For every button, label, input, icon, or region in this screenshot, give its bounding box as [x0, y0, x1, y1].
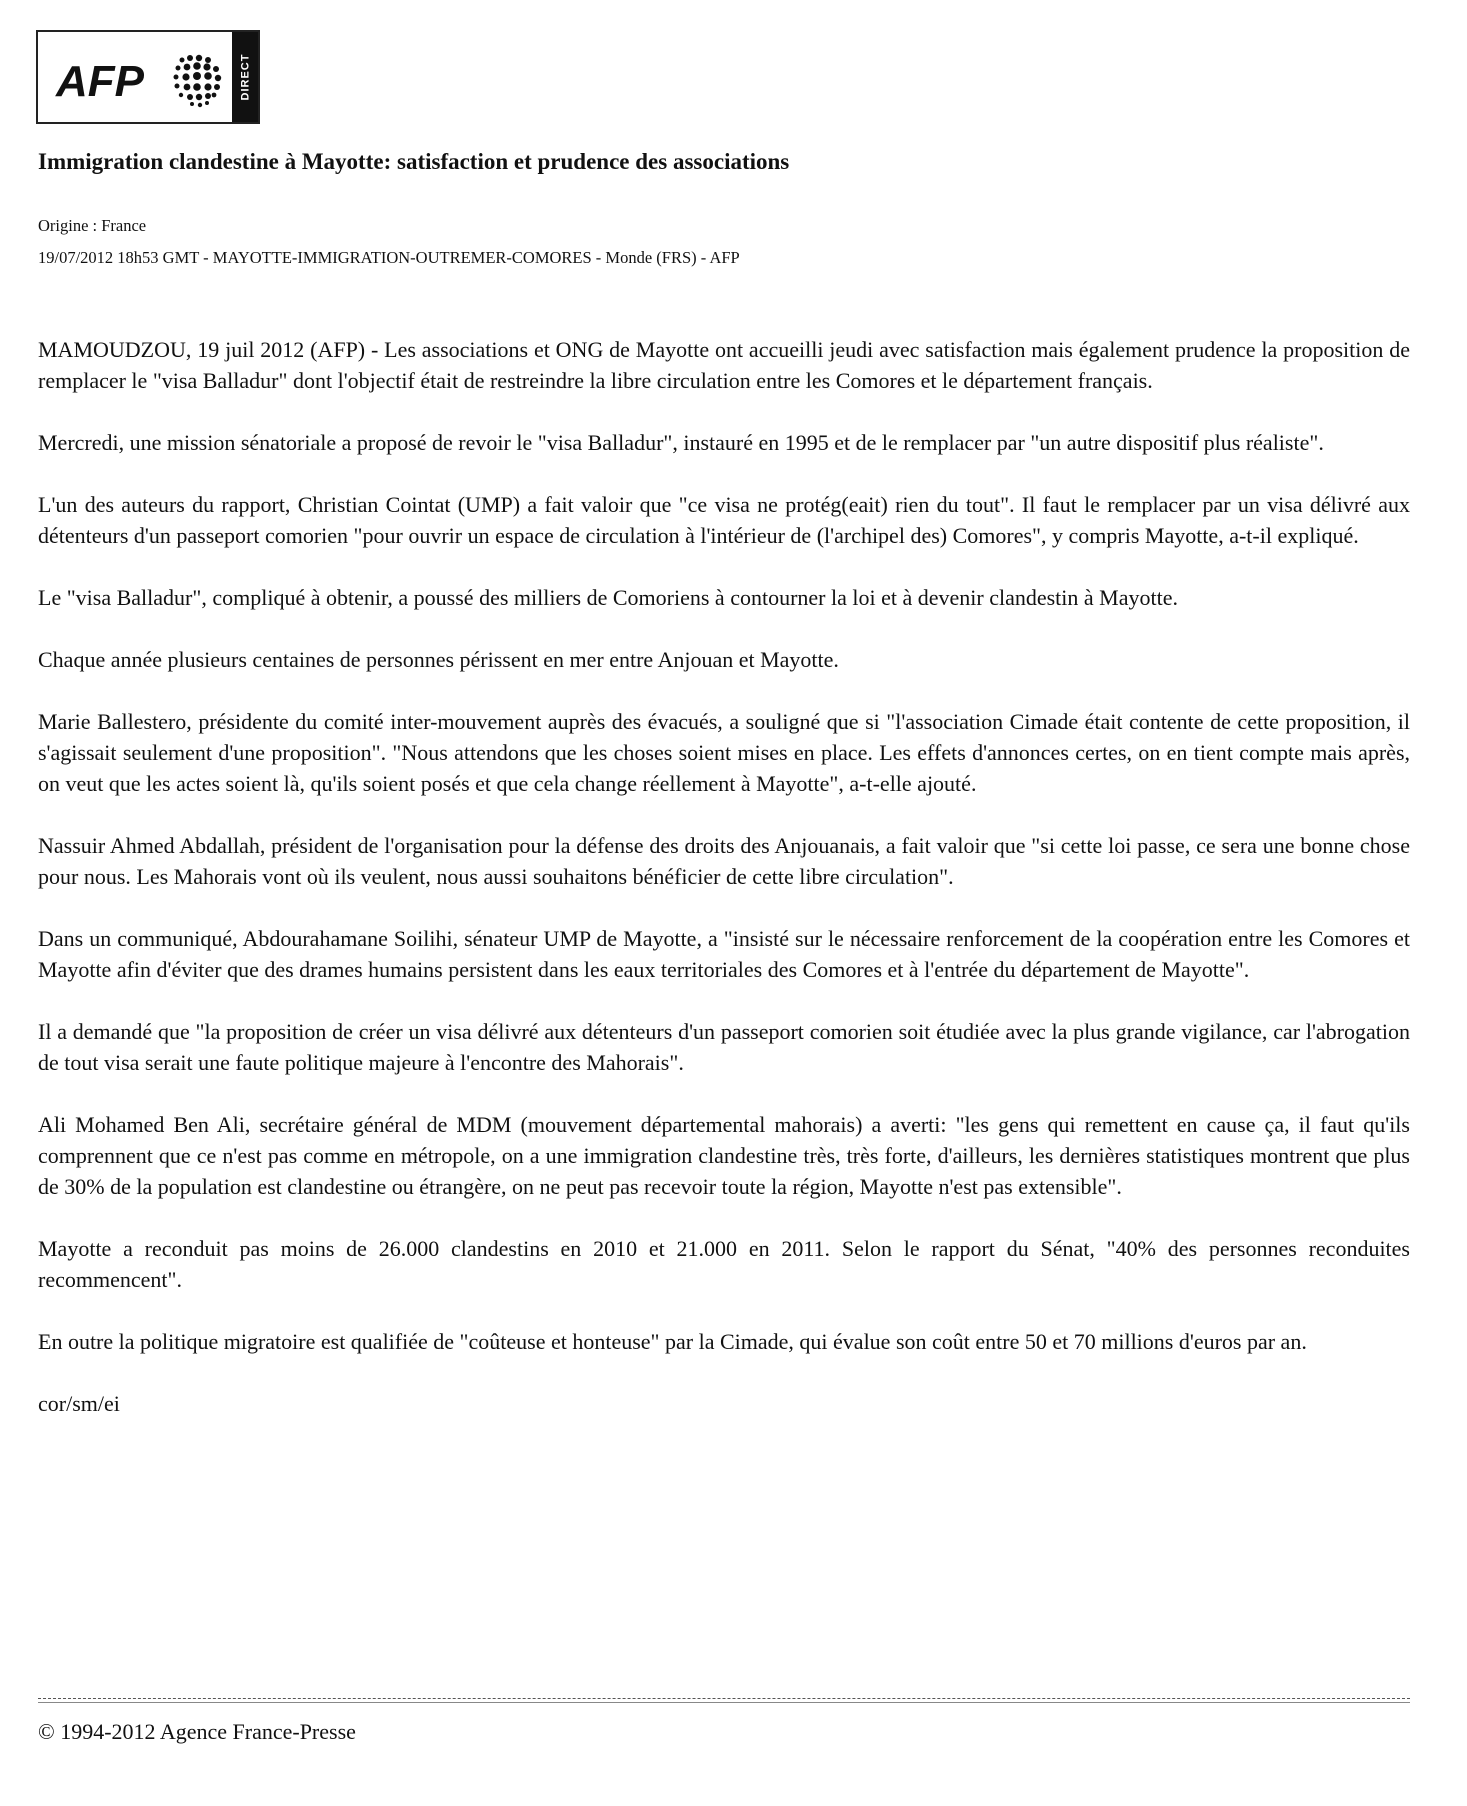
- article-title: Immigration clandestine à Mayotte: satisfaction et prudence des associations: [38, 149, 790, 174]
- article-paragraph: Marie Ballestero, présidente du comité inter-mouvement auprès des évacués, a souligné que si "l'association Cimade était contente de cette proposition, il s'agissait seulement d'une proposition". "Nous attendons que les choses soient mises en place. Les effets d'annonces certes, on en tient compte mais après, on veut que les actes soient là, qu'ils soient posés et que cela change réellement à Mayotte", a-t-elle ajouté.: [38, 709, 1410, 796]
- article-paragraph: L'un des auteurs du rapport, Christian Cointat (UMP) a fait valoir que "ce visa ne protég(eait) rien du tout". Il faut le remplacer par un visa délivré aux détenteurs d'un passeport comorien "pour ouvrir un espace de circulation à l'intérieur de (l'archipel des) Comores", y compris Mayotte, a-t-il expliqué.: [38, 492, 1410, 548]
- article-origin: Origine : France: [38, 216, 147, 235]
- article-body: [38, 334, 1410, 1450]
- article-paragraph: Il a demandé que "la proposition de créer un visa délivré aux détenteurs d'un passeport comorien soit étudiée avec la plus grande vigilance, car l'abrogation de tout visa serait une faute politique majeure à l'encontre des Mahorais".: [38, 1019, 1410, 1075]
- article-signoff: cor/sm/ei: [38, 1391, 120, 1416]
- article-paragraph: MAMOUDZOU, 19 juil 2012 (AFP) - Les associations et ONG de Mayotte ont accueilli jeudi avec satisfaction mais également prudence la proposition de remplacer le "visa Balladur" dont l'objectif était de restreindre la libre circulation entre les Comores et le département français.: [38, 337, 1410, 393]
- copyright-notice: © 1994-2012 Agence France-Presse: [38, 1719, 356, 1744]
- afp-logo-wordmark: AFP: [56, 57, 144, 106]
- afp-logo: [36, 30, 260, 124]
- footer-divider-solid: [38, 1702, 1410, 1703]
- article-paragraph: Dans un communiqué, Abdourahamane Soilihi, sénateur UMP de Mayotte, a "insisté sur le nécessaire renforcement de la coopération entre les Comores et Mayotte afin d'éviter que des drames humains persistent dans les eaux territoriales des Comores et à l'entrée du département de Mayotte".: [38, 926, 1410, 982]
- afp-logo-mark-icon: [52, 50, 252, 110]
- direct-strip: [232, 32, 258, 122]
- article-paragraph: Nassuir Ahmed Abdallah, président de l'organisation pour la défense des droits des Anjouanais, a fait valoir que "si cette loi passe, ce sera une bonne chose pour nous. Les Mahorais vont où ils veulent, nous aussi souhaitons bénéficier de cette libre circulation".: [38, 833, 1410, 889]
- article-paragraph: Chaque année plusieurs centaines de personnes périssent en mer entre Anjouan et Mayotte.: [38, 647, 839, 672]
- article-paragraph: En outre la politique migratoire est qualifiée de "coûteuse et honteuse" par la Cimade, qui évalue son coût entre 50 et 70 millions d'euros par an.: [38, 1329, 1307, 1354]
- article-dateline: 19/07/2012 18h53 GMT - MAYOTTE-IMMIGRATION-OUTREMER-COMORES - Monde (FRS) - AFP: [38, 248, 740, 267]
- article-paragraph: Le "visa Balladur", compliqué à obtenir, a poussé des milliers de Comoriens à contourner la loi et à devenir clandestin à Mayotte.: [38, 585, 1178, 610]
- article-paragraph: Ali Mohamed Ben Ali, secrétaire général de MDM (mouvement départemental mahorais) a averti: "les gens qui remettent en cause ça, il faut qu'ils comprennent que ce n'est pas comme en métropole, on a une immigration clandestine très, très forte, d'ailleurs, les dernières statistiques montrent que plus de 30% de la population est clandestine ou étrangère, on ne peut pas recevoir toute la région, Mayotte n'est pas extensible".: [38, 1112, 1410, 1199]
- article-paragraph: Mercredi, une mission sénatoriale a proposé de revoir le "visa Balladur", instauré en 1995 et de le remplacer par "un autre dispositif plus réaliste".: [38, 430, 1324, 455]
- footer-divider: [38, 1698, 1410, 1699]
- direct-strip-label: DIRECT: [239, 53, 252, 101]
- article-paragraph: Mayotte a reconduit pas moins de 26.000 clandestins en 2010 et 21.000 en 2011. Selon le rapport du Sénat, "40% des personnes reconduites recommencent".: [38, 1236, 1410, 1292]
